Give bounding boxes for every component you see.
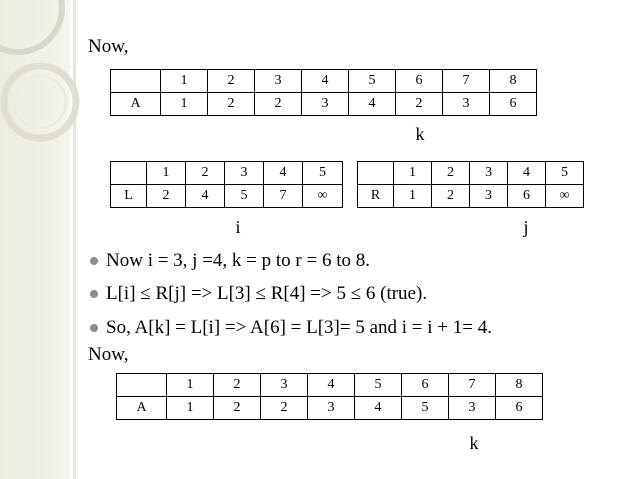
cell: 7 [443,70,490,93]
cell: 4 [186,185,225,208]
cell: 6 [496,397,543,420]
cell: 1 [147,162,186,185]
table-a-after-row [117,397,543,420]
table-a-before [110,69,537,116]
cell: 1 [394,185,432,208]
cell [358,162,394,185]
cell: 2 [255,93,302,116]
decorative-circles [0,0,120,479]
cell: 2 [186,162,225,185]
cell: 5 [546,162,584,185]
cell: 2 [208,70,255,93]
bullet-text-2: L[i] ≤ R[j] => L[3] ≤ R[4] => 5 ≤ 6 (true). [106,283,428,304]
table-l-row [111,185,343,208]
cell: 4 [264,162,303,185]
bullet-icon [90,290,98,298]
cell: R [358,185,394,208]
pointer-i: i [235,217,241,237]
pointer-k-bottom: k [469,433,479,453]
heading-now-bottom: Now, [88,344,129,365]
cell: 8 [496,374,543,397]
table-a-after-header [117,374,543,397]
cell: 1 [394,162,432,185]
cell: 5 [349,70,396,93]
cell: 3 [449,397,496,420]
cell: ∞ [303,185,343,208]
cell: 1 [167,397,214,420]
cell: 1 [161,93,208,116]
heading-now-top: Now, [88,36,129,57]
cell: 4 [355,397,402,420]
cell: 1 [167,374,214,397]
cell: 4 [349,93,396,116]
cell: 3 [261,374,308,397]
cell: ∞ [546,185,584,208]
cell: L [111,185,147,208]
cell: 2 [147,185,186,208]
cell: 5 [225,185,264,208]
table-a-before-header [111,70,537,93]
cell [111,162,147,185]
cell [117,374,167,397]
cell: A [117,397,167,420]
cell: 1 [161,70,208,93]
cell: 6 [508,185,546,208]
cell: 6 [402,374,449,397]
cell: 2 [432,185,470,208]
cell: 3 [302,93,349,116]
bullet-icon [90,324,98,332]
cell: 5 [303,162,343,185]
cell: 4 [302,70,349,93]
cell: 8 [490,70,537,93]
cell: 7 [449,374,496,397]
bullet-icon [90,257,98,265]
cell: 3 [308,397,355,420]
table-a-after [116,373,543,420]
cell [111,70,161,93]
cell: 6 [490,93,537,116]
cell: 5 [402,397,449,420]
cell: 3 [470,185,508,208]
cell: 2 [432,162,470,185]
bullet-text-1: Now i = 3, j =4, k = p to r = 6 to 8. [106,250,370,271]
cell: 2 [396,93,443,116]
table-l [110,161,343,208]
cell: 4 [508,162,546,185]
cell: 3 [443,93,490,116]
table-l-header [111,162,343,185]
table-r-row [358,185,584,208]
cell: 3 [255,70,302,93]
cell: 3 [225,162,264,185]
pointer-j: j [523,217,529,237]
cell: 5 [355,374,402,397]
cell: 2 [214,397,261,420]
table-r-header [358,162,584,185]
pointer-k-top: k [415,124,425,144]
cell: 4 [308,374,355,397]
table-r [357,161,584,208]
bullet-text-3: So, A[k] = L[i] => A[6] = L[3]= 5 and i = i + 1= 4. [106,317,492,338]
cell: 6 [396,70,443,93]
cell: 7 [264,185,303,208]
cell: 3 [470,162,508,185]
cell: 2 [214,374,261,397]
cell: 2 [261,397,308,420]
cell: 2 [208,93,255,116]
table-a-before-row [111,93,537,116]
cell: A [111,93,161,116]
